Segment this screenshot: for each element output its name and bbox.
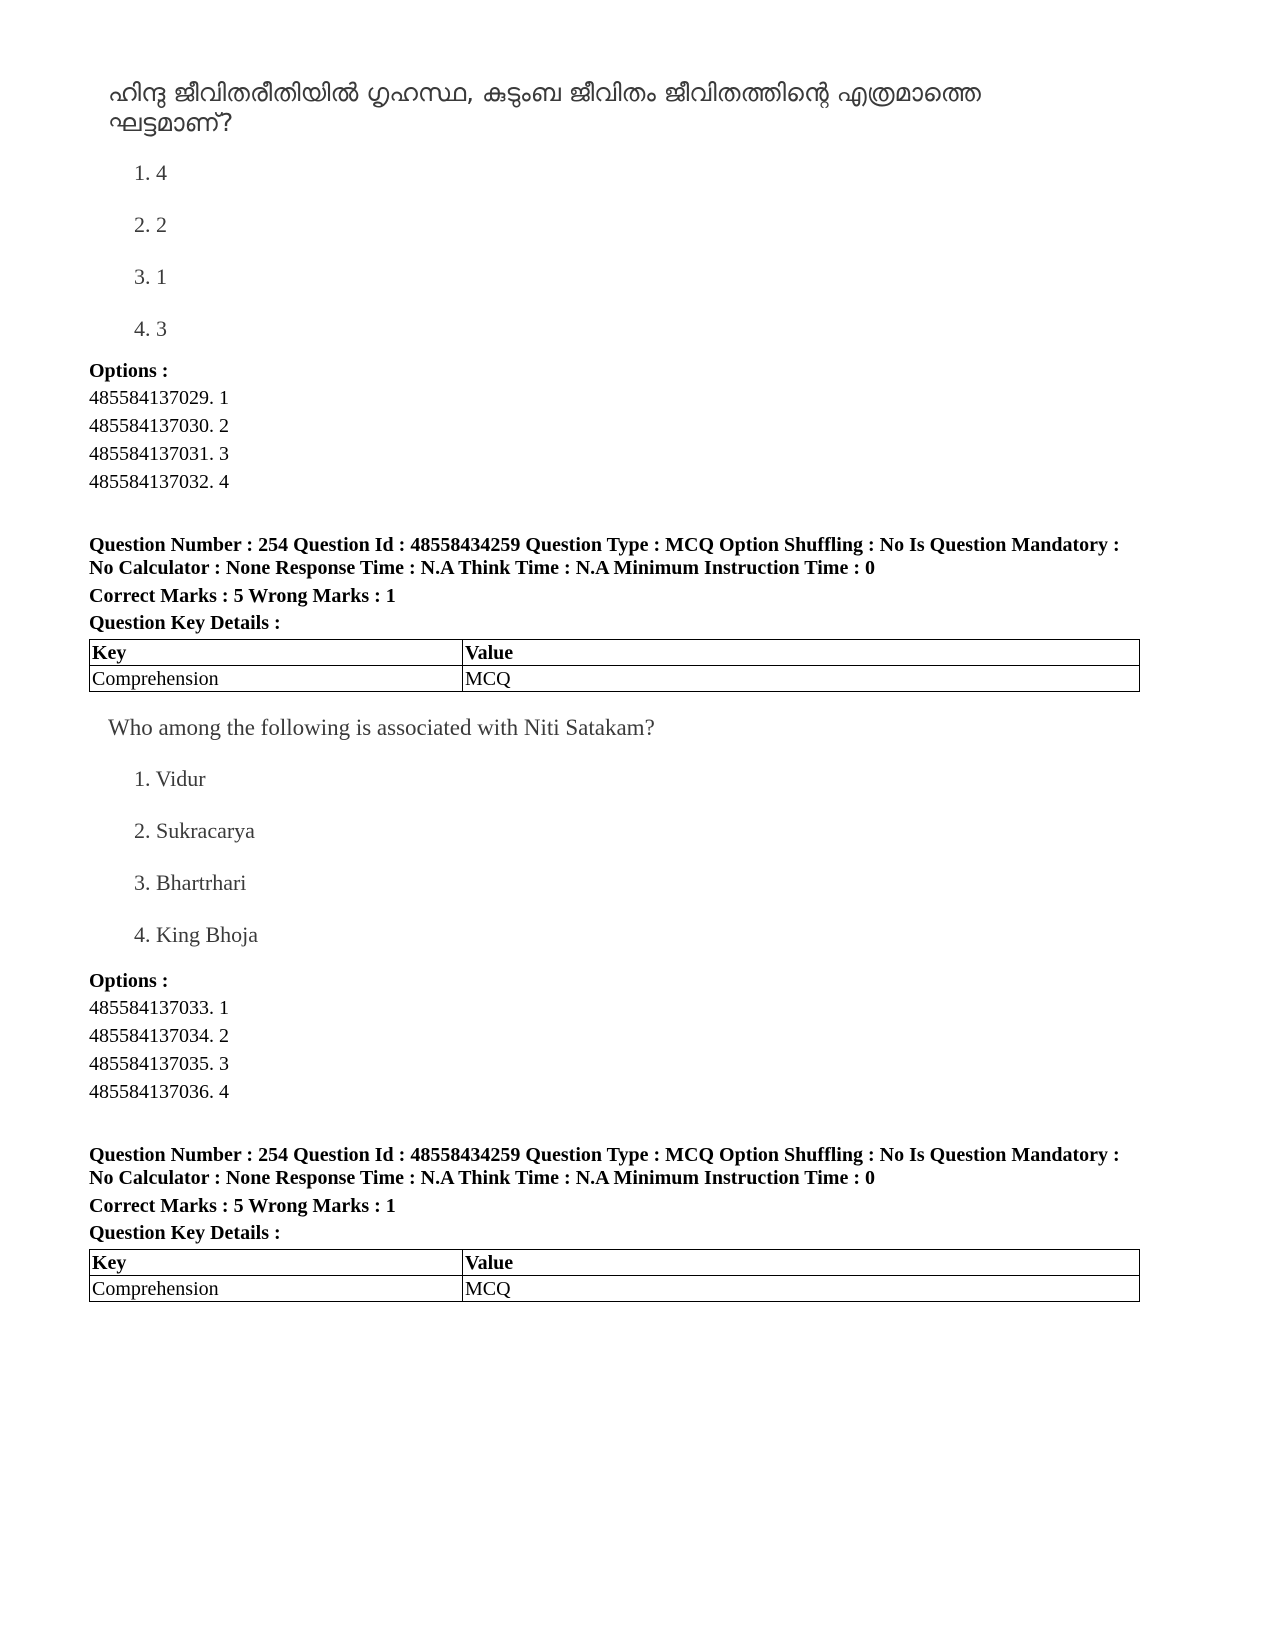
- table-header-key: Key: [90, 1250, 463, 1276]
- option-id-3: 485584137035. 3: [89, 1053, 229, 1075]
- question-text-malayalam-line-2: ഘട്ടമാണ്?: [108, 108, 234, 137]
- option-id-2: 485584137030. 2: [89, 415, 229, 437]
- option-id-3: 485584137031. 3: [89, 443, 229, 465]
- question-choice-3: 3. 1: [134, 264, 167, 289]
- table-cell-key: Comprehension: [90, 666, 463, 692]
- key-details-table: [89, 1249, 1140, 1302]
- question-text-malayalam-line-1: ഹിന്ദു ജീവിതരീതിയിൽ ഗൃഹസ്ഥ, കുടുംബ ജീവിതം ജീവിതത്തിന്റെ എത്രമാത്തെ: [108, 78, 981, 107]
- table-header-value: Value: [463, 1250, 1140, 1276]
- question-meta-line-1: Question Number : 254 Question Id : 48558434259 Question Type : MCQ Option Shuffling : No Is Question Mandatory :: [89, 1144, 1120, 1166]
- options-label: Options :: [89, 970, 169, 992]
- option-id-1: 485584137029. 1: [89, 387, 229, 409]
- question-text: Who among the following is associated with Niti Satakam?: [108, 715, 655, 740]
- table-header-row: [90, 1250, 1140, 1276]
- option-id-4: 485584137032. 4: [89, 471, 229, 493]
- question-meta-line-2: No Calculator : None Response Time : N.A Think Time : N.A Minimum Instruction Time : 0: [89, 1167, 875, 1189]
- question-choice-2: 2. Sukracarya: [134, 818, 255, 843]
- options-label: Options :: [89, 360, 169, 382]
- question-choice-2: 2. 2: [134, 212, 167, 237]
- table-cell-key: Comprehension: [90, 1276, 463, 1302]
- key-details-label: Question Key Details :: [89, 612, 281, 634]
- table-header-value: Value: [463, 640, 1140, 666]
- marks-line: Correct Marks : 5 Wrong Marks : 1: [89, 1195, 396, 1217]
- question-choice-3: 3. Bhartrhari: [134, 870, 247, 895]
- table-cell-value: MCQ: [463, 1276, 1140, 1302]
- question-meta-line-2: No Calculator : None Response Time : N.A Think Time : N.A Minimum Instruction Time : 0: [89, 557, 875, 579]
- table-row: [90, 1276, 1140, 1302]
- question-meta-line-1: Question Number : 254 Question Id : 48558434259 Question Type : MCQ Option Shuffling : No Is Question Mandatory :: [89, 534, 1120, 556]
- key-details-label: Question Key Details :: [89, 1222, 281, 1244]
- table-row: [90, 666, 1140, 692]
- marks-line: Correct Marks : 5 Wrong Marks : 1: [89, 585, 396, 607]
- question-choice-1: 1. 4: [134, 160, 167, 185]
- option-id-2: 485584137034. 2: [89, 1025, 229, 1047]
- key-details-table: [89, 639, 1140, 692]
- question-choice-4: 4. King Bhoja: [134, 922, 259, 947]
- question-choice-4: 4. 3: [134, 316, 167, 341]
- question-choice-1: 1. Vidur: [134, 766, 206, 791]
- option-id-4: 485584137036. 4: [89, 1081, 229, 1103]
- option-id-1: 485584137033. 1: [89, 997, 229, 1019]
- table-cell-value: MCQ: [463, 666, 1140, 692]
- table-header-key: Key: [90, 640, 463, 666]
- table-header-row: [90, 640, 1140, 666]
